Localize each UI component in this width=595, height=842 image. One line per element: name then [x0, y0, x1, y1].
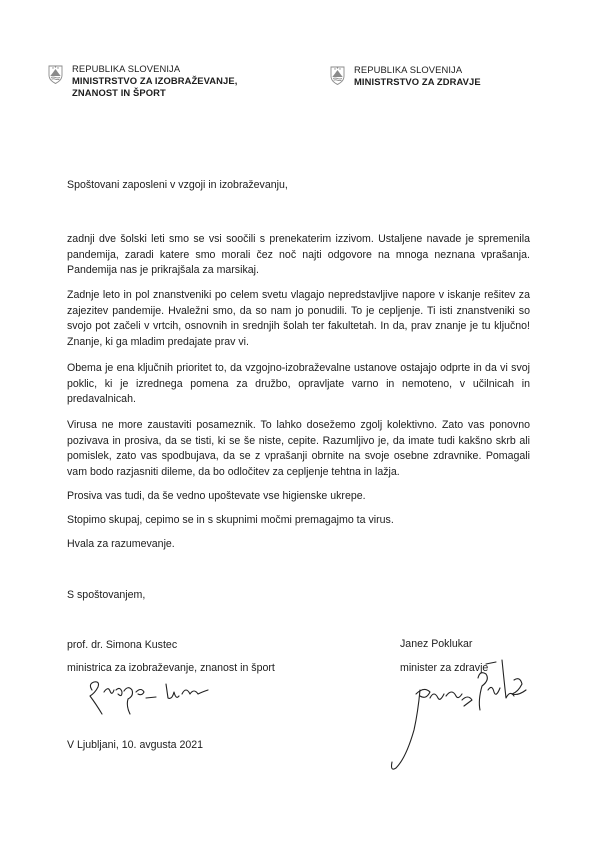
slovenia-coat-of-arms-icon — [330, 66, 345, 85]
signatory-right-name: Janez Poklukar — [400, 638, 473, 650]
paragraph-1: zadnji dve šolski leti smo se vsi soočili s prenekaterim izzivom. Ustaljene navade je spremenila pandemija, zaradi katere smo morali čez noč najti odgovore na mnoga neznana vprašanja. Pandemija nas je prikrajšala za marsikaj. — [67, 233, 530, 277]
greeting: Spoštovani zaposleni v vzgoji in izobraževanju, — [67, 179, 288, 191]
signature-left — [86, 674, 216, 720]
header-right-line1: REPUBLIKA SLOVENIJA — [354, 64, 463, 75]
signatory-right-title: minister za zdravje — [400, 662, 489, 674]
paragraph-3: Obema je ena ključnih prioritet to, da vzgojno-izobraževalne ustanove ostajajo odprte in da vi svoj poklic, ki je izrednega pomena za družbo, opravljate varno in nemoteno, v učilnicah in predavalnicah. — [67, 362, 530, 406]
place-date: V Ljubljani, 10. avgusta 2021 — [67, 739, 204, 751]
ministry-name-right — [354, 64, 481, 88]
signatory-left-title: ministrica za izobraževanje, znanost in šport — [67, 662, 275, 674]
header-left-line3: ZNANOST IN ŠPORT — [72, 87, 166, 98]
header-right — [330, 64, 481, 88]
paragraph-5: Prosiva vas tudi, da še vedno upoštevate vse higienske ukrepe. — [67, 490, 366, 502]
slovenia-coat-of-arms-icon — [48, 65, 63, 84]
header-left-line2: MINISTRSTVO ZA IZOBRAŽEVANJE, — [72, 75, 238, 86]
closing: S spoštovanjem, — [67, 589, 146, 601]
signatory-left-name: prof. dr. Simona Kustec — [67, 639, 178, 651]
signature-right — [386, 650, 536, 775]
header-left-line1: REPUBLIKA SLOVENIJA — [72, 63, 181, 74]
paragraph-7: Hvala za razumevanje. — [67, 538, 175, 550]
paragraph-2: Zadnje leto in pol znanstveniki po celem svetu vlagajo nepredstavljive napore v iskanje rešitev za zajezitev pandemije. Hvaležni smo, da so nam jo ponudili. To je cepljenje. Ti isti znanstveniki so svojo pot začeli v vrtcih, osnovnih in srednjih šolah ter fakultetah. In da, prav znanje je tu ključno! Znanje, ki ga mladim predajate prav vi. — [67, 289, 530, 348]
paragraph-4: Virusa ne more zaustaviti posameznik. To lahko dosežemo zgolj kolektivno. Zato vas ponovno pozivava in prosiva, da se tisti, ki se še niste, cepite. Razumljivo je, da imate tudi kakšno skrb ali pomislek, zato vas spodbujava, da se z vprašanji obrnite na svoje osebne zdravnike. Pomagali vam bodo razjasniti dileme, da bo odločitev za cepljenje tehtna in lažja. — [67, 419, 530, 478]
header-right-line2: MINISTRSTVO ZA ZDRAVJE — [354, 76, 481, 87]
header-left — [48, 63, 237, 99]
paragraph-6: Stopimo skupaj, cepimo se in s skupnimi močmi premagajmo ta virus. — [67, 514, 394, 526]
ministry-name-left — [72, 63, 237, 99]
